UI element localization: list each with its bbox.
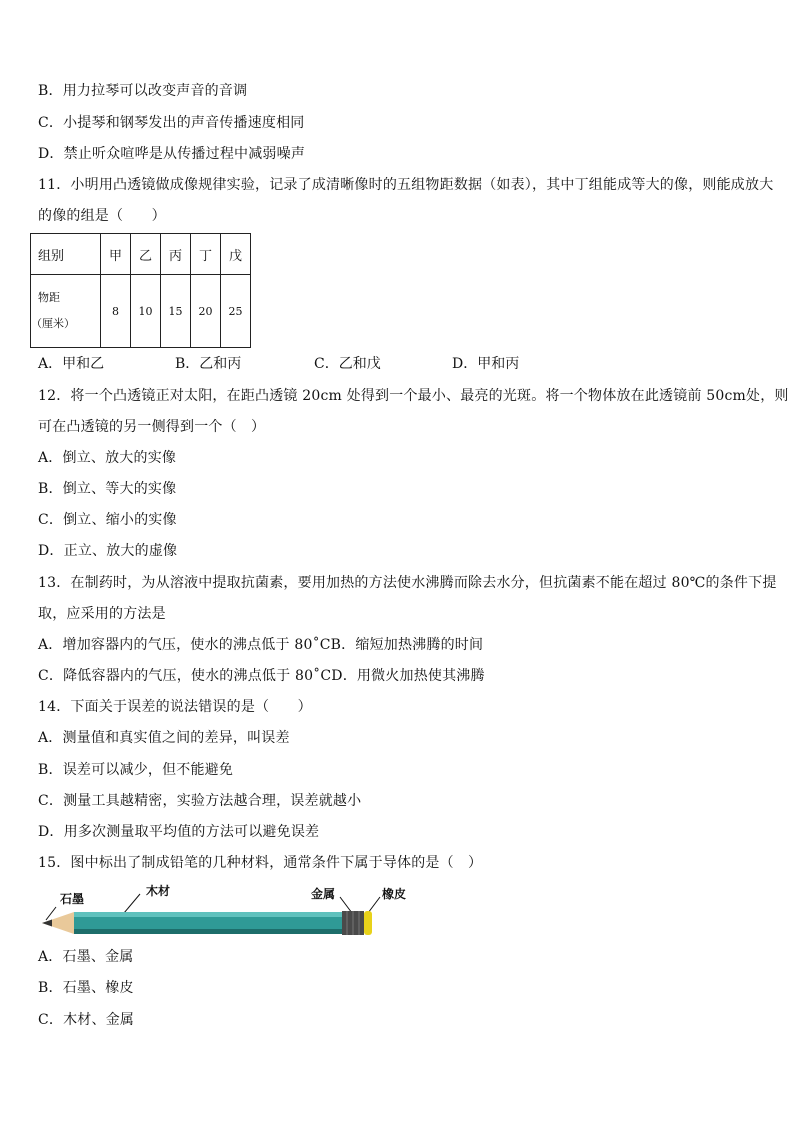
pencil-eraser	[364, 911, 372, 935]
q10-option-d[interactable]: D．禁止听众喧哗是从传播过程中减弱噪声	[38, 146, 306, 162]
q13-stem-line1: 13．在制药时，为从溶液中提取抗菌素，要用加热的方法使水沸腾而除去水分，但抗菌素不能在超过 80℃的条件下提	[38, 575, 777, 591]
pencil-drawing	[36, 880, 416, 940]
table-row-groups	[31, 234, 251, 275]
q12-stem-line2: 可在凸透镜的另一侧得到一个（ ）	[38, 419, 266, 435]
q11-option-c[interactable]: C．乙和戊	[314, 356, 381, 372]
table-row-label-main: 物距	[38, 291, 60, 304]
q12-option-b[interactable]: B．倒立、等大的实像	[38, 481, 177, 497]
q15-option-b[interactable]: B．石墨、橡皮	[38, 980, 134, 996]
table-group-cell: 丁	[191, 234, 221, 275]
q11-stem-line2: 的像的组是（ ）	[38, 208, 166, 224]
q12-option-a[interactable]: A．倒立、放大的实像	[38, 450, 177, 466]
label-metal: 金属	[311, 887, 336, 901]
table-row-label-unit: （厘米）	[31, 317, 75, 330]
q11-option-d[interactable]: D．甲和丙	[452, 356, 520, 372]
pencil-body-highlight	[74, 912, 342, 917]
leader-graphite	[46, 907, 56, 920]
table-row-distances	[31, 275, 251, 348]
pencil-graphite-tip	[42, 920, 52, 927]
table-value-cell: 10	[131, 275, 161, 348]
table-group-cell: 丙	[161, 234, 191, 275]
q11-options	[38, 354, 758, 374]
q10-option-c[interactable]: C．小提琴和钢琴发出的声音传播速度相同	[38, 115, 305, 131]
leader-wood	[124, 894, 140, 913]
table-value-cell: 25	[221, 275, 251, 348]
pencil-body-shadow	[74, 929, 342, 934]
leader-eraser	[368, 897, 380, 913]
table-row-label	[31, 275, 101, 348]
q11-stem-line1: 11．小明用凸透镜做成像规律实验，记录了成清晰像时的五组物距数据（如表），其中丁组能成等大的像，则能成放大	[38, 177, 774, 193]
table-group-cell: 乙	[131, 234, 161, 275]
q14-stem: 14．下面关于误差的说法错误的是（ ）	[38, 699, 312, 715]
table-group-cell: 甲	[101, 234, 131, 275]
q13-stem-line2: 取，应采用的方法是	[38, 606, 166, 622]
q13-options-line2[interactable]: C．降低容器内的气压，使水的沸点低于 80˚CD．用微火加热使其沸腾	[38, 668, 485, 684]
q14-option-b[interactable]: B．误差可以减少，但不能避免	[38, 762, 234, 778]
label-eraser: 橡皮	[382, 887, 407, 901]
q15-stem: 15．图中标出了制成铅笔的几种材料，通常条件下属于导体的是（ ）	[38, 855, 483, 871]
leader-metal	[340, 897, 352, 913]
q12-option-d[interactable]: D．正立、放大的虚像	[38, 543, 178, 559]
q13-options-line1[interactable]: A．增加容器内的气压，使水的沸点低于 80˚CB．缩短加热沸腾的时间	[38, 637, 484, 653]
q12-stem-line1: 12．将一个凸透镜正对太阳，在距凸透镜 20cm 处得到一个最小、最亮的光斑。将一个物体放在此透镜前 50cm处，则	[38, 388, 789, 404]
pencil-figure	[36, 880, 416, 940]
q12-option-c[interactable]: C．倒立、缩小的实像	[38, 512, 177, 528]
q10-option-b[interactable]: B．用力拉琴可以改变声音的音调	[38, 83, 248, 99]
q15-option-c[interactable]: C．木材、金属	[38, 1012, 135, 1028]
q15-option-a[interactable]: A．石墨、金属	[38, 949, 134, 965]
table-header-group-label: 组别	[31, 234, 101, 275]
q14-option-a[interactable]: A．测量值和真实值之间的差异，叫误差	[38, 730, 290, 746]
label-graphite: 石墨	[60, 892, 85, 906]
q11-option-b[interactable]: B．乙和丙	[175, 356, 242, 372]
table-value-cell: 20	[191, 275, 221, 348]
table-value-cell: 8	[101, 275, 131, 348]
label-wood: 木材	[146, 884, 171, 898]
q11-option-a[interactable]: A．甲和乙	[38, 356, 105, 372]
object-distance-table	[30, 233, 251, 348]
table-value-cell: 15	[161, 275, 191, 348]
q14-option-d[interactable]: D．用多次测量取平均值的方法可以避免误差	[38, 824, 320, 840]
table-group-cell: 戊	[221, 234, 251, 275]
q14-option-c[interactable]: C．测量工具越精密，实验方法越合理，误差就越小	[38, 793, 362, 809]
